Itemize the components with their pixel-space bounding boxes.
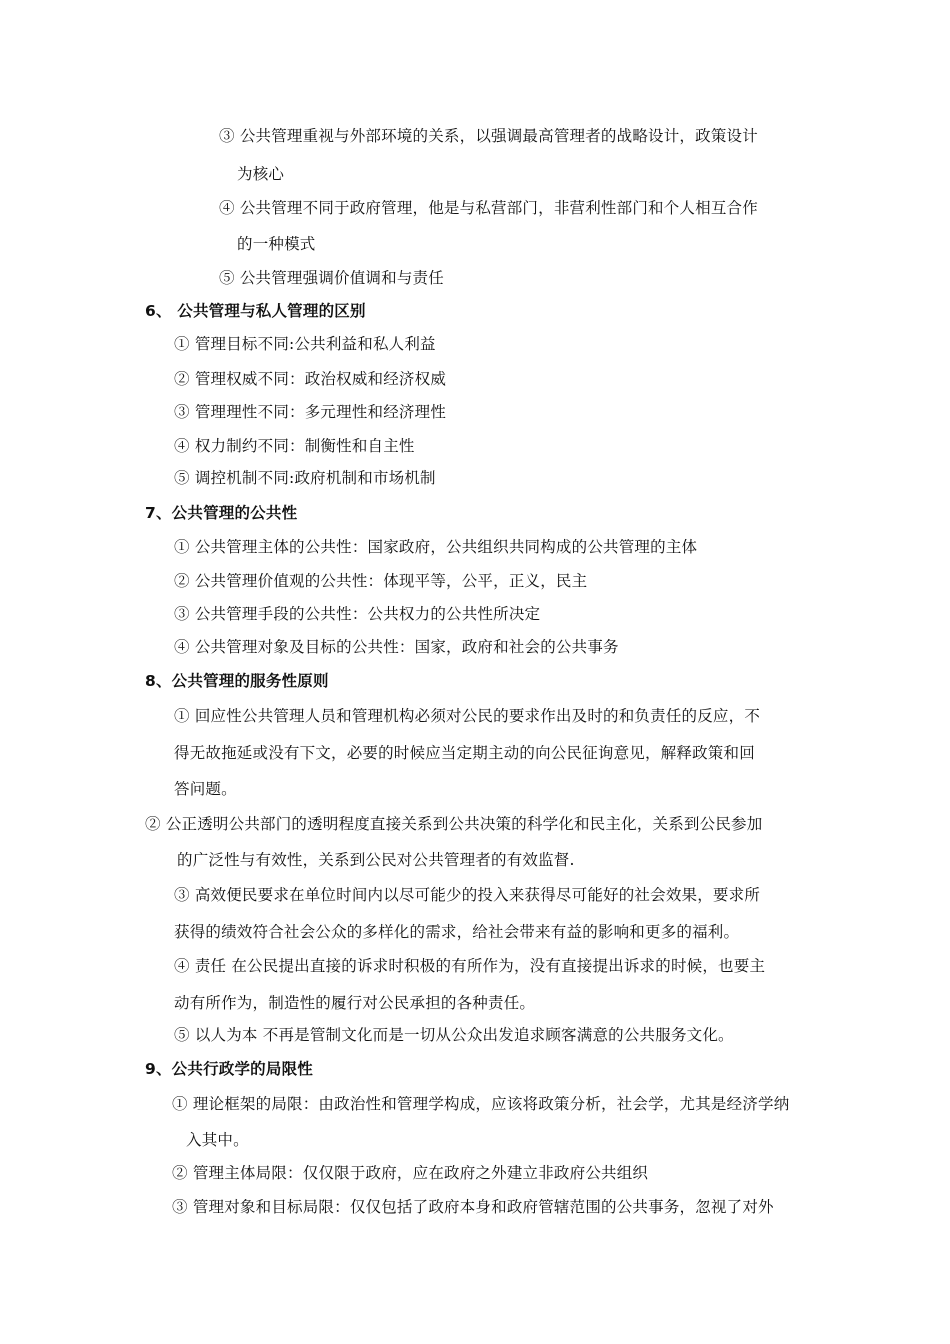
list-item-4-cooperation-model: ④ 公共管理不同于政府管理，他是与私营部门，非营利性部门和个人相互合作 [219,199,758,217]
section-8-item-4-line-2: 动有所作为，制造性的履行对公民承担的各种责任。 [174,994,536,1012]
section-6-item-2: ② 管理权威不同：政治权威和经济权威 [174,370,447,388]
section-8-item-1-line-3: 答问题。 [174,780,237,798]
section-7-item-3: ③ 公共管理手段的公共性：公共权力的公共性所决定 [174,605,541,623]
section-7-item-4: ④ 公共管理对象及目标的公共性：国家，政府和社会的公共事务 [174,638,619,656]
section-9-item-2: ② 管理主体局限：仅仅限于政府，应在政府之外建立非政府公共组织 [172,1164,649,1182]
section-heading-6: 6、 公共管理与私人管理的区别 [145,302,366,320]
section-6-item-3: ③ 管理理性不同：多元理性和经济理性 [174,403,447,421]
section-heading-9: 9、公共行政学的局限性 [145,1060,313,1078]
section-8-item-3-line-1: ③ 高效便民要求在单位时间内以尽可能少的投入来获得尽可能好的社会效果，要求所 [174,886,761,904]
section-8-item-3-line-2: 获得的绩效符合社会公众的多样化的需求，给社会带来有益的影响和更多的福利。 [174,923,740,941]
section-7-item-1: ① 公共管理主体的公共性：国家政府，公共组织共同构成的公共管理的主体 [174,538,698,556]
list-item-3-strategic-design: ③ 公共管理重视与外部环境的关系，以强调最高管理者的战略设计，政策设计 [219,127,758,145]
list-item-4-continuation: 的一种模式 [237,235,316,253]
section-8-item-4-line-1: ④ 责任 在公民提出直接的诉求时积极的有所作为，没有直接提出诉求的时候，也要主 [174,957,766,975]
section-heading-8: 8、公共管理的服务性原则 [145,672,329,690]
section-9-item-3-line-1: ③ 管理对象和目标局限：仅仅包括了政府本身和政府管辖范围的公共事务，忽视了对外 [172,1198,774,1216]
list-item-5-value-responsibility: ⑤ 公共管理强调价值调和与责任 [219,269,444,287]
section-8-item-1-line-1: ① 回应性公共管理人员和管理机构必须对公民的要求作出及时的和负责任的反应，不 [174,707,761,725]
section-6-item-5: ⑤ 调控机制不同:政府机制和市场机制 [174,469,436,487]
section-6-item-1: ① 管理目标不同:公共利益和私人利益 [174,335,436,353]
section-9-item-1-line-1: ① 理论框架的局限：由政治性和管理学构成，应该将政策分析，社会学，尤其是经济学纳 [172,1095,790,1113]
section-8-item-5: ⑤ 以人为本 不再是管制文化而是一切从公众出发追求顾客满意的公共服务文化。 [174,1026,734,1044]
list-item-3-continuation: 为核心 [237,165,285,183]
section-8-item-2-line-2: 的广泛性与有效性，关系到公民对公共管理者的有效监督. [177,851,575,869]
section-heading-7: 7、公共管理的公共性 [145,504,298,522]
section-8-item-2-line-1: ② 公正透明公共部门的透明程度直接关系到公共决策的科学化和民主化，关系到公民参加 [145,815,763,833]
section-8-item-1-line-2: 得无故拖延或没有下文，必要的时候应当定期主动的向公民征询意见，解释政策和回 [174,744,755,762]
section-6-item-4: ④ 权力制约不同：制衡性和自主性 [174,437,415,455]
section-9-item-1-line-2: 入其中。 [186,1131,249,1149]
section-7-item-2: ② 公共管理价值观的公共性：体现平等，公平，正义，民主 [174,572,588,590]
